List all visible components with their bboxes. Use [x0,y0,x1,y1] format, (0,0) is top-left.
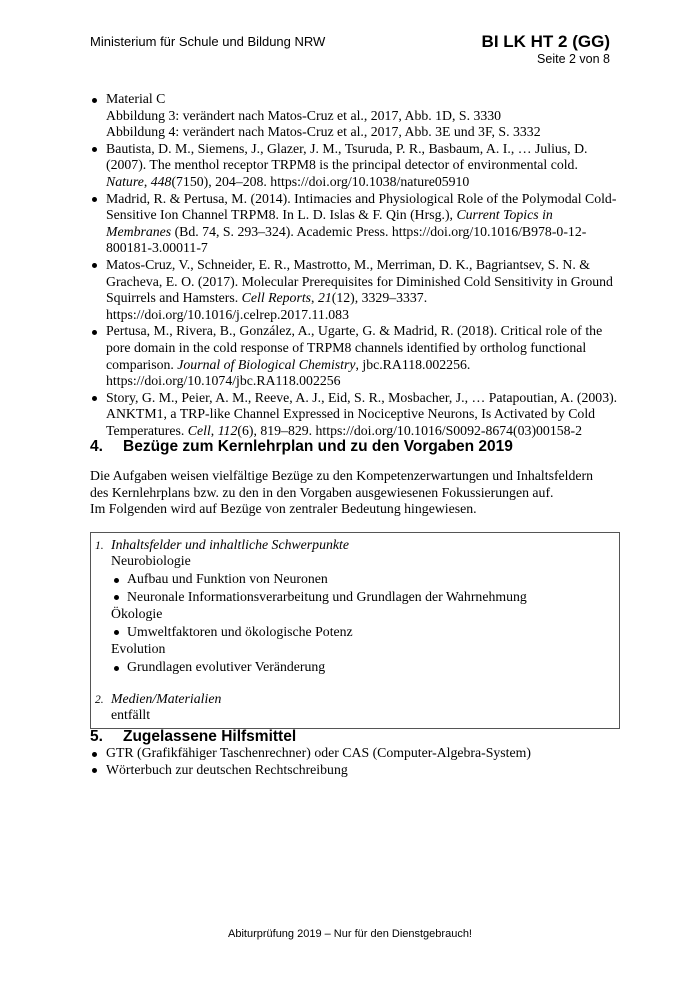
section-4-heading [90,439,620,456]
section-5-heading [90,729,620,746]
section-number: 5. [90,727,103,745]
intro-line: Im Folgenden wird auf Bezüge von zentraler Bedeutung hingewiesen. [90,501,477,517]
allowed-aids-list [90,745,620,778]
volume: 112 [217,422,238,438]
page-footer: Abiturprüfung 2019 – Nur für den Dienstgebrauch! [228,928,472,940]
item-title: Medien/Materialien [111,690,222,706]
reference-item [90,141,620,191]
section-title: Zugelassene Hilfsmittel [123,727,297,745]
group-bullets [111,659,607,676]
section-number: 4. [90,438,103,456]
section-title: Bezüge zum Kernlehrplan und zu den Vorgaben 2019 [123,438,513,456]
reference-item [90,191,620,257]
curriculum-box [90,532,620,729]
page-body [90,91,620,779]
material-c-item [90,91,620,141]
reference-text: Bautista, D. M., Siemens, J., Glazer, J. M., Tsuruda, P. R., Basbaum, A. I., … Julius, D. (2007). The menthol receptor TRPM8 is the principal detector of environmental cold. [106,140,588,173]
item-number: 1. [95,539,104,552]
item-title: Inhaltsfelder und inhaltliche Schwerpunkte [111,536,349,552]
reference-text: Madrid, R. & Pertusa, M. (2014). Intimacies and Physiological Role of the Polymodal Cold-Sensitive Ion Channel TRPM8. In L. D. Islas & F. Qin (Hrsg.), [106,190,617,223]
group-name: Evolution [111,641,166,657]
reference-text: (6), 819–829. https://doi.org/10.1016/S0092-8674(03)00158-2 [237,422,583,438]
reference-text: (7150), 204–208. https://doi.org/10.1038/nature05910 [171,173,470,189]
exam-code: BI LK HT 2 (GG) [481,32,610,51]
group-bullet: Umweltfaktoren und ökologische Potenz [111,624,607,641]
intro-line: Die Aufgaben weisen vielfältige Bezüge zu den Kompetenzerwartungen und Inhaltsfeldern [90,468,594,484]
reference-item [90,390,620,440]
reference-text: , [311,290,318,306]
material-c-title: Material C [106,91,166,106]
item-number: 2. [95,693,104,706]
journal-name: Cell Reports [241,290,312,306]
volume: 21 [317,290,332,306]
box-spacer [95,677,607,691]
material-c-line: Abbildung 4: verändert nach Matos-Cruz et al., 2017, Abb. 3E und 3F, S. 3332 [106,124,541,140]
material-list [90,91,620,141]
item-value: entfällt [111,707,151,723]
reference-text: , jbc.RA118.002256. https://doi.org/10.1074/jbc.RA118.002256 [106,356,471,389]
reference-text: (12), 3329–3337. https://doi.org/10.1016/j.celrep.2017.11.083 [106,290,428,322]
group-bullets [111,624,607,641]
material-c-line: Abbildung 3: verändert nach Matos-Cruz et al., 2017, Abb. 1D, S. 3330 [106,107,502,123]
reference-list [90,141,620,440]
reference-text: , [143,173,151,189]
journal-name: Journal of Biological Chemistry [177,356,356,372]
box-item-media [95,691,607,724]
journal-name: Current Topics in Membranes [106,207,553,239]
ministry-name: Ministerium für Schule und Bildung NRW [90,34,326,49]
group-name: Ökologie [111,606,163,622]
reference-text: , [210,422,218,438]
group-bullet: Grundlagen evolutiver Veränderung [111,659,607,676]
reference-text: Matos-Cruz, V., Schneider, E. R., Mastrotto, M., Merriman, D. K., Bagriantsev, S. N. & Gracheva, E. O. (2017). Molecular Prerequisites for Diminished Cold Sensitivity in Ground Squirrels and Hamsters. [106,256,613,306]
section-4-intro [90,468,620,518]
aid-item: Wörterbuch zur deutschen Rechtschreibung [90,762,620,779]
reference-text: Story, G. M., Peier, A. M., Reeve, A. J., Eid, S. R., Mosbacher, J., … Patapoutian, A. (2003). ANKTM1, a TRP-like Channel Expressed in Nociceptive Neurons, Is Activated by Cold Temperatures. [106,389,618,438]
group-bullet: Neuronale Informationsverarbeitung und Grundlagen der Wahrnehmung [111,589,607,606]
volume: 448 [150,173,172,189]
item-content [111,691,607,724]
header-right [482,32,610,67]
reference-text: (Bd. 74, S. 293–324). Academic Press. https://doi.org/10.1016/B978-0-12-800181-3.00011-7 [106,223,587,256]
intro-line: des Kernlehrplans bzw. zu den in den Vorgaben ausgewiesenen Fokussierungen auf. [90,484,554,500]
journal-name: Cell [187,422,211,438]
page-number: Seite 2 von 8 [537,52,610,66]
group-name: Neurobiologie [111,553,191,569]
group-bullets [111,571,607,605]
aid-item: GTR (Grafikfähiger Taschenrechner) oder CAS (Computer-Algebra-System) [90,745,620,762]
box-item-content-fields [95,537,607,677]
group-bullet: Aufbau und Funktion von Neuronen [111,571,607,588]
journal-name: Nature [106,173,144,189]
reference-text: Pertusa, M., Rivera, B., González, A., Ugarte, G. & Madrid, R. (2018). Critical role of the pore domain in the cold response of TRPM8 channels identified by ortholog functional comparison. [106,323,603,372]
reference-item [90,323,620,389]
reference-item [90,257,620,323]
item-content [111,537,607,677]
